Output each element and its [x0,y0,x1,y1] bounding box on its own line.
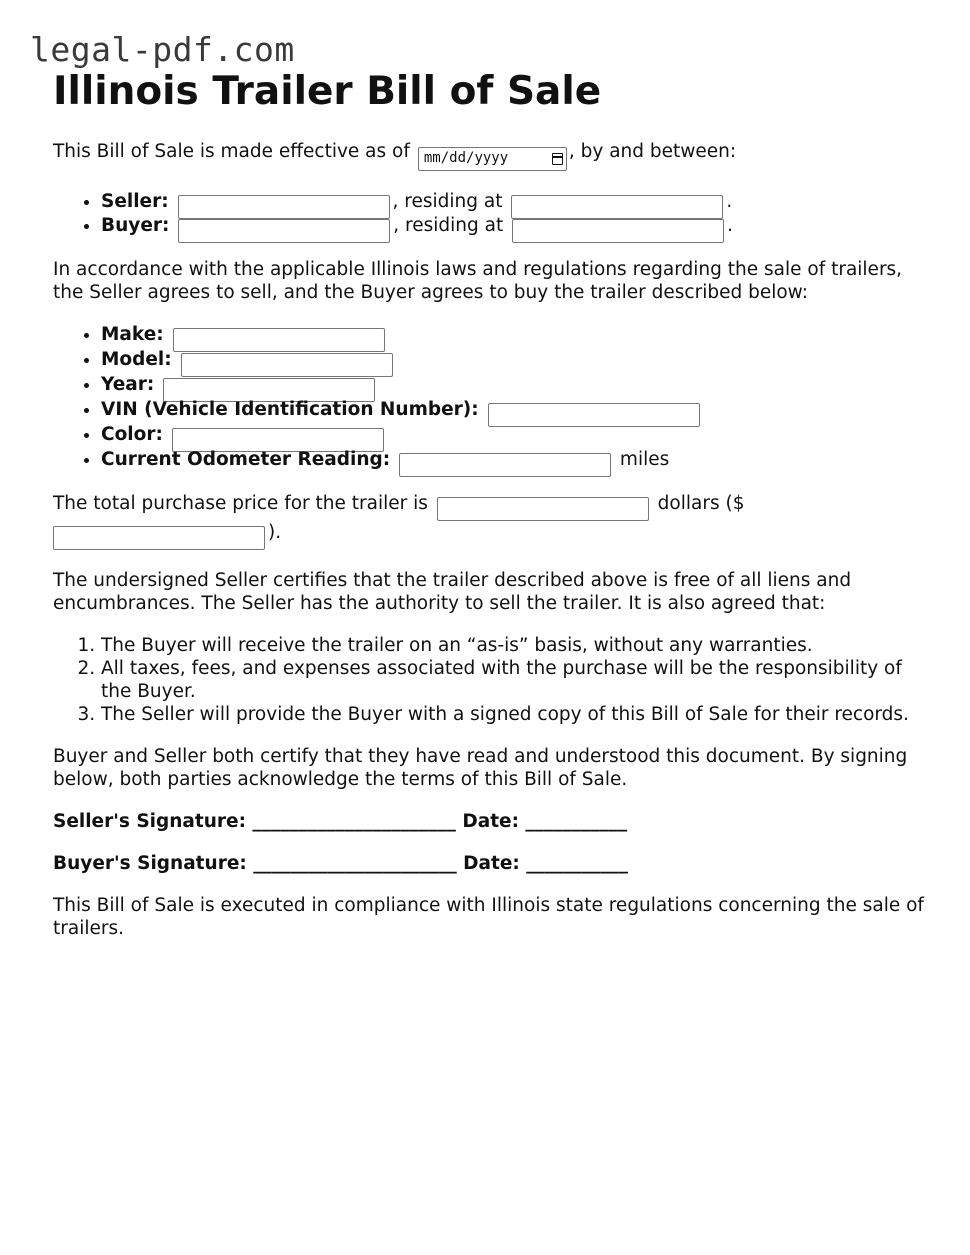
odometer-input[interactable] [399,453,611,477]
list-item: 1. The Buyer will receive the trailer on an “as-is” basis, without any warranties. [101,634,933,657]
buyer-name-input[interactable] [178,219,390,243]
price-text: The total purchase price for the trailer is [53,492,428,514]
buyer-address-input[interactable] [512,219,724,243]
residing-text: , residing at [393,215,504,236]
closing-paragraph: This Bill of Sale is executed in compliance with Illinois state regulations concerning the sale of trailers. [53,894,924,939]
color-label: Color: [101,423,163,445]
document-page [53,70,933,940]
list-item: 3. The Seller will provide the Buyer with a signed copy of this Bill of Sale for their records. [101,703,933,726]
year-label: Year: [101,373,155,395]
list-item: 2. All taxes, fees, and expenses associated with the purchase will be the responsibility of the Buyer. [101,657,933,703]
vin-input[interactable] [488,403,700,427]
watermark-logo: legal-pdf.com [30,30,295,69]
residing-text: , residing at [392,190,503,212]
list-item [101,448,933,473]
price-end: ). [268,521,282,543]
list-item [101,398,933,423]
list-item [101,323,933,348]
list-item [101,190,933,215]
make-label: Make: [101,323,164,345]
price-paragraph [53,492,933,550]
date-placeholder: mm/dd/yyyy [423,150,509,166]
list-item [101,214,933,239]
intro-paragraph [53,140,933,171]
buyer-label: Buyer: [101,215,170,236]
acknowledgement-paragraph: Buyer and Seller both certify that they have read and understood this document. By signing below, both parties acknowledge the terms of this Bill of Sale. [53,745,908,790]
trailer-specs-list [53,323,933,473]
calendar-icon[interactable] [552,153,563,165]
model-label: Model: [101,348,172,370]
list-item [101,373,933,398]
seller-signature-line: Seller's Signature: ______________________ Date: ___________ [53,810,628,832]
vin-label: VIN (Vehicle Identification Number): [101,398,479,420]
line-end: . [726,190,733,212]
terms-list [53,634,933,726]
buyer-signature-line: Buyer's Signature: ______________________ Date: ___________ [53,852,628,874]
list-item [101,348,933,373]
price-words-input[interactable] [437,497,649,521]
law-paragraph: In accordance with the applicable Illinois laws and regulations regarding the sale of trailers, the Seller agrees to sell, and the Buyer agrees to buy the trailer described below: [53,258,903,303]
effective-date-input[interactable] [418,147,567,171]
odometer-label: Current Odometer Reading: [101,448,391,470]
certification-paragraph: The undersigned Seller certifies that the trailer described above is free of all liens and encumbrances. The Seller has the authority to sell the trailer. It is also agreed that: [53,569,852,614]
miles-unit: miles [619,448,670,470]
dollars-text: dollars ($ [657,492,745,514]
seller-label: Seller: [101,190,169,212]
page-title: Illinois Trailer Bill of Sale [53,69,602,114]
intro-text: This Bill of Sale is made effective as of [53,141,410,162]
parties-list [53,190,933,239]
price-amount-input[interactable] [53,526,265,550]
line-end: . [727,215,734,236]
intro-text-end: , by and between: [568,141,737,162]
